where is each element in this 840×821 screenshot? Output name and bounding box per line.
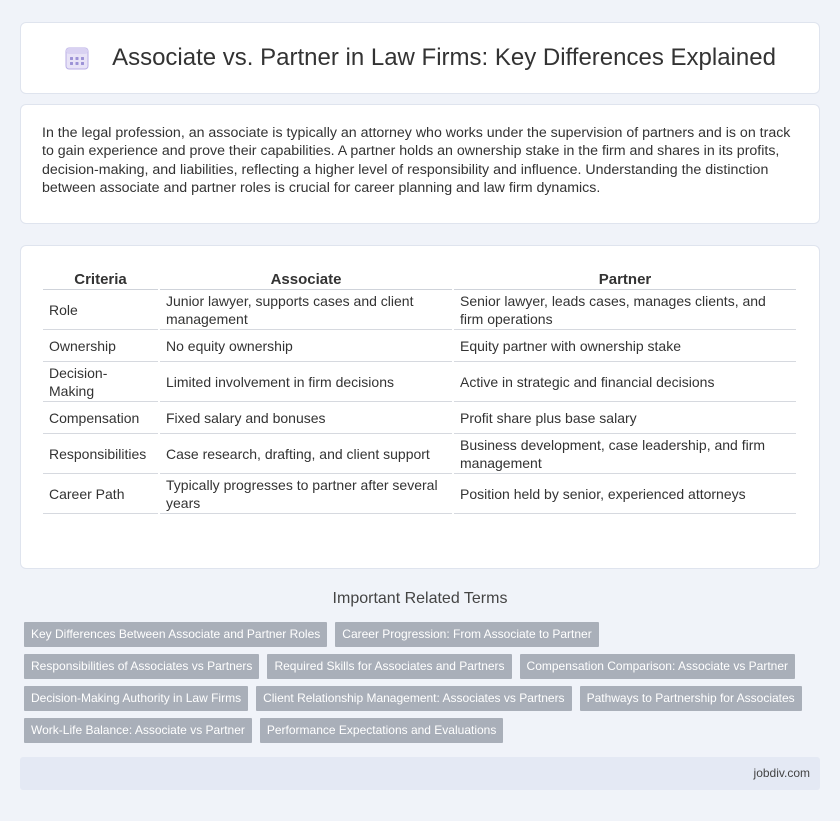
table-cell: Senior lawyer, leads cases, manages clients, and firm operations [454,290,796,330]
table-cell: Typically progresses to partner after several years [160,474,452,514]
table-cell: Role [43,290,158,330]
table-cell: Career Path [43,474,158,514]
column-header-criteria: Criteria [43,266,158,290]
related-term-tag[interactable]: Key Differences Between Associate and Partner Roles [24,622,327,647]
tag-row [24,654,824,679]
related-terms-title: Important Related Terms [332,590,508,607]
page-title: Associate vs. Partner in Law Firms: Key Differences Explained [112,44,776,71]
table-row [43,434,796,474]
table-row [43,474,796,514]
related-term-tag[interactable]: Work-Life Balance: Associate vs Partner [24,718,252,743]
table-cell: Decision-Making [43,362,158,402]
related-term-tag[interactable]: Decision-Making Authority in Law Firms [24,686,248,711]
table-cell: Active in strategic and financial decisions [454,362,796,402]
table-cell: Junior lawyer, supports cases and client management [160,290,452,330]
table-row [43,330,796,362]
table-cell: Profit share plus base salary [454,402,796,434]
comparison-table [41,266,798,514]
table-cell: Ownership [43,330,158,362]
related-term-tag[interactable]: Responsibilities of Associates vs Partners [24,654,259,679]
calendar-icon [64,45,90,71]
tag-row [24,686,824,711]
comparison-card [20,245,820,569]
table-row [43,362,796,402]
table-cell: Responsibilities [43,434,158,474]
column-header-associate: Associate [160,266,452,290]
footer [20,757,820,790]
related-term-tag[interactable]: Pathways to Partnership for Associates [580,686,802,711]
table-cell: Compensation [43,402,158,434]
intro-paragraph: In the legal profession, an associate is typically an attorney who works under the supervision of partners and is on track to gain experience and prove their capabilities. A partner holds an ownership stake in the firm and shares in its profits, decision-making, and liabilities, reflecting a higher level of responsibility and influence. Understanding the distinction between associate and partner roles is crucial for career planning and law firm dynamics. [42,125,791,197]
column-header-partner: Partner [454,266,796,290]
tag-row [24,718,824,743]
related-term-tag[interactable]: Required Skills for Associates and Partners [267,654,511,679]
related-term-tag[interactable]: Career Progression: From Associate to Partner [335,622,598,647]
related-terms-tags [24,622,824,750]
header-card [20,22,820,94]
related-term-tag[interactable]: Client Relationship Management: Associates vs Partners [256,686,571,711]
related-term-tag[interactable]: Performance Expectations and Evaluations [260,718,503,743]
table-cell: No equity ownership [160,330,452,362]
table-cell: Limited involvement in firm decisions [160,362,452,402]
intro-card [20,104,820,224]
table-cell: Equity partner with ownership stake [454,330,796,362]
tag-row [24,622,824,647]
related-term-tag[interactable]: Compensation Comparison: Associate vs Partner [520,654,795,679]
footer-site-link[interactable]: jobdiv.com [753,766,810,780]
table-cell: Fixed salary and bonuses [160,402,452,434]
table-cell: Case research, drafting, and client support [160,434,452,474]
table-cell: Position held by senior, experienced attorneys [454,474,796,514]
table-row [43,402,796,434]
table-header-row [43,266,796,290]
table-cell: Business development, case leadership, and firm management [454,434,796,474]
table-row [43,290,796,330]
